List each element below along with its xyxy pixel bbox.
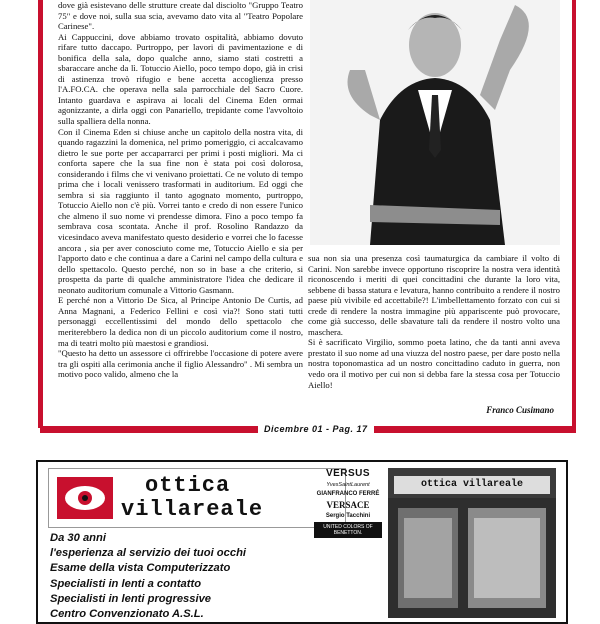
eye-logo-icon — [57, 477, 113, 519]
brand-logo: GIANFRANCO FERRÉ — [316, 491, 380, 497]
article-left-column — [58, 0, 303, 380]
paragraph: Si è sacrificato Virgilio, sommo poeta latino, che da tanti anni aveva prestato il suo nome ad una viuzza del nostro paese, per dare posto nella nostra toponomastica ad un nostro concittadino caduto in guerra, non vedo ora il motivo per cui non si debba fare la stessa cosa per Totuccio Aiello! — [308, 337, 560, 390]
ad-line: Specialisti in lenti progressive — [50, 592, 212, 605]
ad-logo — [48, 468, 346, 528]
brand-list — [314, 468, 382, 541]
paragraph: "Questo ha detto un assessore ci offrirebbe l'occasione di potere avere tra gli ospiti alla cerimonia anche il figlio Alessandro" . Mi sembra un motivo poco valido, almeno che la — [58, 348, 303, 380]
ad-line: Specialisti in lenti a contatto — [50, 577, 202, 590]
page-label: Dicembre 01 - Pag. 17 — [258, 424, 374, 434]
ad-logo-line1: ottica — [145, 473, 231, 498]
brand-logo: VERSUS — [325, 468, 371, 479]
article-right-column — [308, 253, 560, 390]
storefront-photo — [388, 468, 556, 618]
brand-logo: Sergio Tacchini — [325, 513, 371, 519]
paragraph: Con il Cinema Eden si chiuse anche un capitolo della nostra vita, di quando ragazzini la domenica, nel primo pomeriggio, ci accalcavamo dietro le sue porte per accaparrarci per primi i posti migliori. Ma ci conforta sapere che la sua fine non è stata poi così dolorosa, considerando i films che vi venivano proiettati. Ce ne voluto di tempo prima che i locali venissero trasformati in auditorium. Ed oggi che sembra si sia raggiunto il tanto agognato momento, purtroppo, Totuccio Aiello non c'è più. Vorrei tanto e credo di non essere l'unico che almeno il suo nome vi prendesse dimora. Fino a poco tempo fa sembrava cosa scontata. Anche il prof. Rosolino Randazzo da vicesindaco aveva manifestato questo desiderio e vorrei che lo facesse ancora , sia per aver conosciuto come me, Totuccio Aiello e sia per l'apporto dato e che continua a dare a Carini nel campo della cultura e dello spettacolo. Questo perché, non so in base a che criterio, si prospetta da parte di qualche amministratore l'idea che dedicare il neonato auditorium comunale a Vittorio Gasmann. — [58, 126, 303, 295]
ad-logo-line2: villareale — [121, 497, 264, 522]
brand-logo: YvesSaintLaurent — [326, 482, 370, 488]
right-red-rule — [572, 0, 576, 428]
ad-line: Esame della vista Computerizzato — [50, 562, 231, 575]
advertisement — [36, 460, 568, 624]
paragraph: dove già esistevano delle strutture create dal disciolto "Gruppo Teatro 75" e dove noi, sulla sua scia, avevamo dato vita al "Teatro Popolare Carinese". — [58, 0, 303, 32]
ad-line: Centro Convenzionato A.S.L. — [50, 608, 204, 621]
paragraph: Ai Cappuccini, dove abbiamo trovato ospitalità, abbiamo dovuto rifare tutto daccapo. Purtroppo, per lavori di pavimentazione e di bonifica della sala, dopo qualche anno, siamo stati costretti a sbaraccare anche da lì. Totuccio Aiello, poco tempo dopo, già in crisi di astinenza trovò rifugio e bene accetta accoglienza presso l'A.FO.CA. che operava nella sala parrocchiale del Sacro Cuore. Intanto guardava e aspirava ai locali del Cinema Eden ormai agonizzante, a dirla oggi con Panariello, trepidante come l'avvoltoio sulla spalliera della nonna. — [58, 31, 303, 127]
ad-line: l'esperienza al servizio dei tuoi occhi — [50, 547, 247, 560]
paragraph: sua non sia una presenza così taumaturgica da cambiare il volto di Carini. Non sarebbe invece opportuno riscoprire la nostra vera identità riconoscendo i meriti di quei concittadini che durante la loro vita, sebbene di bassa statura e levatura, hanno contribuito a rendere il nostro paese più vivibile ed accettabile?! L'imbellettamento forzato con cui si crede di rendere la nostra immagine più appariscente può provocare, come già successo, delle sbavature tali da rendere il nostro volto una maschera. — [308, 253, 560, 337]
store-sign: ottica villareale — [394, 476, 550, 494]
ad-line: Da 30 anni — [50, 532, 106, 544]
left-red-rule — [38, 0, 43, 428]
brand-logo: UNITED COLORS OF BENETTON. — [314, 522, 382, 538]
portrait-illustration — [310, 0, 560, 245]
ad-services-list — [50, 531, 340, 622]
photo-man-raising-hands — [310, 0, 560, 245]
brand-logo: VERSACE — [326, 500, 370, 510]
author-signature: Franco Cusimano — [486, 405, 554, 415]
paragraph: E perché non a Vittorio De Sica, al Principe Antonio De Curtis, ad Anna Magnani, a Federico Fellini e così via?! Sono stati tutti personaggi eccellentissimi del mondo dello spettacolo che meriterebbero la dedica non di un piccolo auditorium come il nostro, ma di teatri molto più maestosi e grandiosi. — [58, 295, 303, 348]
